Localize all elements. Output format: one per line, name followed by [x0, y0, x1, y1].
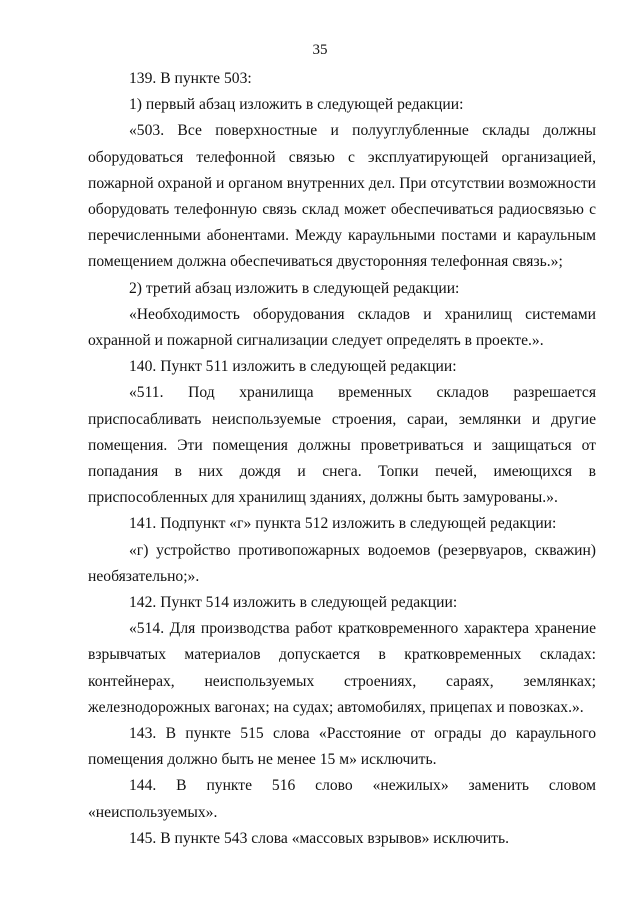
paragraph-item-140: 140. Пункт 511 изложить в следующей редакции: [129, 358, 457, 376]
paragraph-item-139: 139. В пункте 503: [129, 70, 252, 87]
paragraph-item-145: 145. В пункте 543 слова «массовых взрывов» исключить. [129, 829, 509, 847]
page-number: 35 [312, 42, 328, 58]
paragraph-quote-alarm: «Необходимость оборудования складов и хранилищ системами охранной и пожарной сигнализации следует определять в проекте.». [88, 305, 596, 350]
paragraph-quote-514: «514. Для производства работ кратковременного характера хранение взрывчатых материалов допускается в кратковременных складах: контейнерах, неиспользуемых строениях, сараях, землянках; железнодорожных вагонах; на судах; автомобилях, прицепах и повозках.». [88, 620, 596, 716]
paragraph-quote-511: «511. Под хранилища временных складов разрешается приспосабливать неиспользуемые строения, сараи, землянки и другие помещения. Эти помещения должны проветриваться и защищаться от попадания в них дождя и снега. Топки печей, имеющихся в приспособленных для хранилищ зданиях, должны быть замурованы.». [88, 384, 596, 507]
paragraph-quote-512g: «г) устройство противопожарных водоемов (резервуаров, скважин) необязательно;». [88, 541, 596, 585]
document-body [88, 66, 596, 852]
paragraph-item-143: 143. В пункте 515 слова «Расстояние от ограды до караульного помещения должно быть не менее 15 м» исключить. [88, 725, 596, 769]
paragraph-item-142: 142. Пункт 514 изложить в следующей редакции: [129, 594, 458, 612]
paragraph-subitem-1: 1) первый абзац изложить в следующей редакции: [129, 96, 464, 114]
paragraph-subitem-2: 2) третий абзац изложить в следующей редакции: [129, 279, 460, 297]
paragraph-item-141: 141. Подпункт «г» пункта 512 изложить в следующей редакции: [129, 515, 557, 533]
paragraph-quote-503: «503. Все поверхностные и полууглубленные склады должны оборудоваться телефонной связью с эксплуатирующей организацией, пожарной охраной и органом внутренних дел. При отсутствии возможности оборудовать телефонную связь склад может обеспечиваться радиосвязью с перечисленными абонентами. Между караульными постами и караульным помещением должна обеспечиваться двусторонняя телефонная связь.»; [88, 122, 596, 271]
paragraph-item-144: 144. В пункте 516 слово «нежилых» заменить словом «неиспользуемых». [88, 777, 596, 821]
